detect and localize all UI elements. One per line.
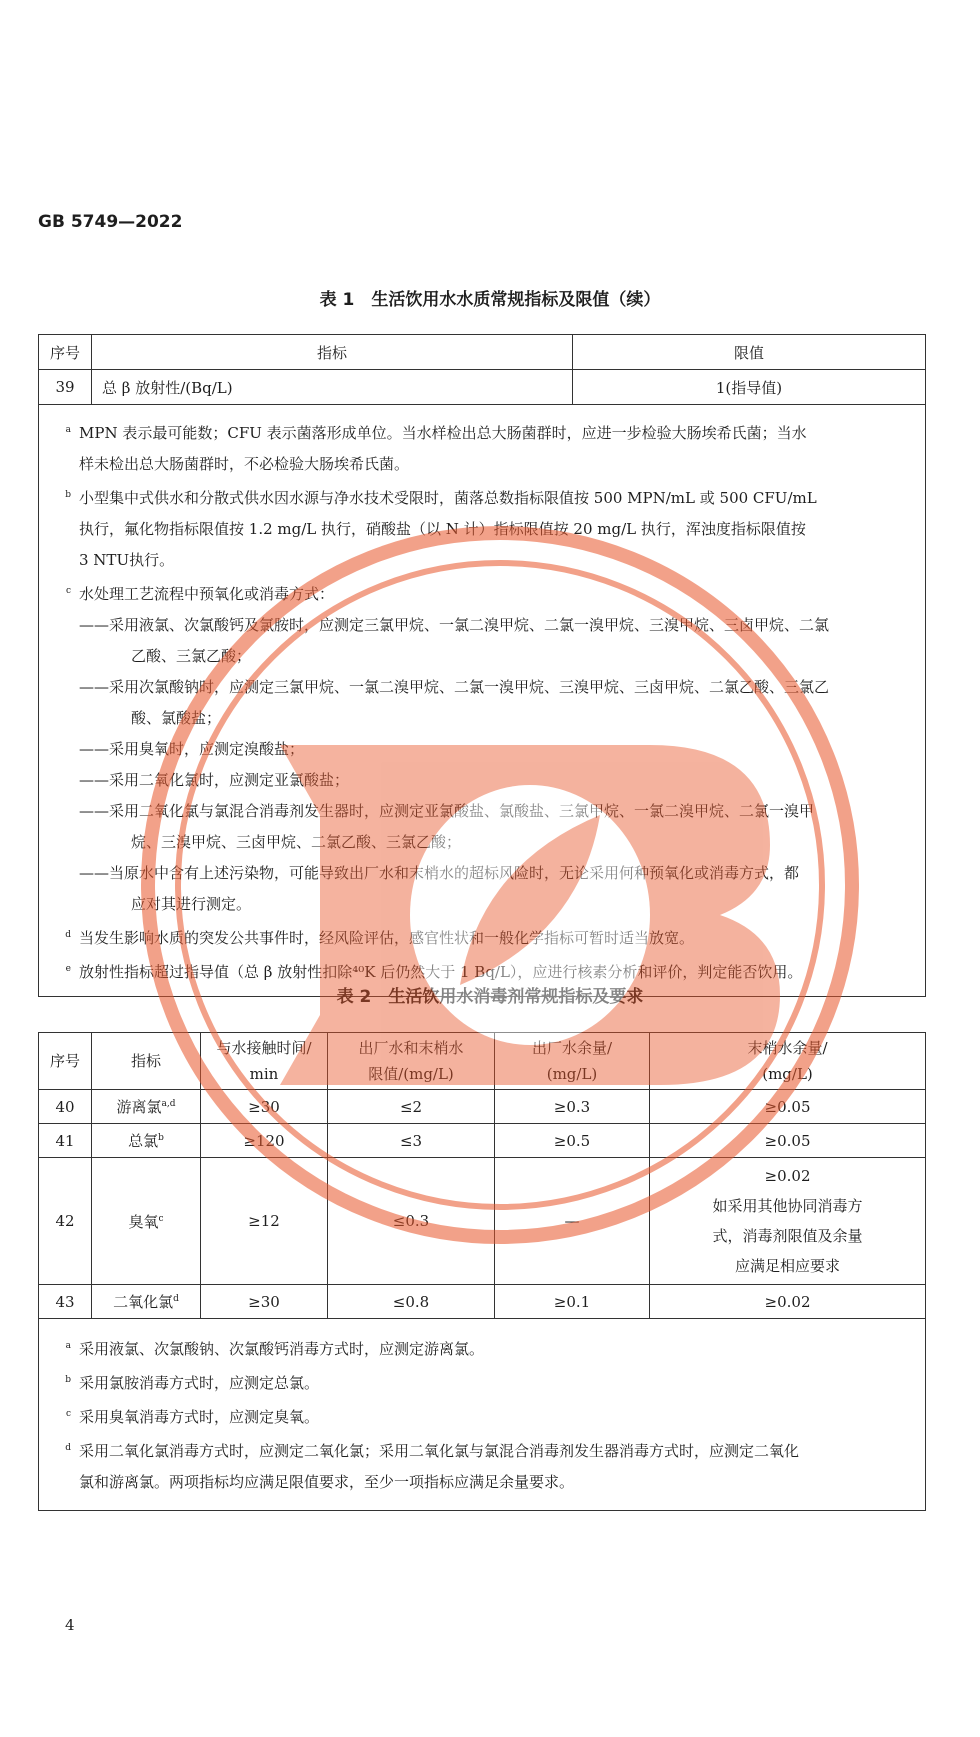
- table-row: [39, 370, 926, 405]
- table2-notes: [39, 1319, 926, 1511]
- row-contact: ≥30: [201, 1090, 328, 1124]
- col-no-header: 序号: [39, 1033, 92, 1090]
- row-no: 40: [39, 1090, 92, 1124]
- row-limit: ≤3: [328, 1124, 495, 1158]
- footnote-e: e 放射性指标超过指导值（总 β 放射性扣除⁴⁰K 后仍然大于 1 Bq/L），应进行核素分析和评价，判定能否饮用。: [65, 963, 803, 981]
- standard-code: GB 5749—2022: [38, 212, 183, 232]
- table1-header-row: [39, 335, 926, 370]
- footnote-d: d 当发生影响水质的突发公共事件时，经风险评估，感官性状和一般化学指标可暂时适当放宽。: [65, 929, 695, 947]
- row-tap: ≥0.02 如采用其他协同消毒方 式，消毒剂限值及余量 应满足相应要求: [650, 1158, 926, 1285]
- row-limit: 1(指导值): [573, 370, 926, 405]
- row-name: 二氧化氯$^d$: [92, 1285, 201, 1319]
- subnote: ——当原水中含有上述污染物，可能导致出厂水和末梢水的超标风险时，无论采用何种预氧化或消毒方式，都 应对其进行测定。: [79, 864, 800, 913]
- row-no: 41: [39, 1124, 92, 1158]
- subnote: ——采用二氧化氯与氯混合消毒剂发生器时，应测定亚氯酸盐、氯酸盐、三氯甲烷、一氯二溴甲烷、二氯一溴甲 烷、三溴甲烷、三卤甲烷、二氯乙酸、三氯乙酸；: [79, 802, 815, 851]
- subnote: ——采用液氯、次氯酸钙及氯胺时，应测定三氯甲烷、一氯二溴甲烷、二氯一溴甲烷、三溴甲烷、三卤甲烷、二氯 乙酸、三氯乙酸；: [79, 616, 830, 665]
- row-limit: ≤2: [328, 1090, 495, 1124]
- footnote-a: a 采用液氯、次氯酸钠、次氯酸钙消毒方式时，应测定游离氯。: [65, 1340, 485, 1358]
- table-row: [39, 1124, 926, 1158]
- row-tap: ≥0.02: [650, 1285, 926, 1319]
- table1-notes: [39, 405, 926, 997]
- row-contact: ≥120: [201, 1124, 328, 1158]
- table1-title: 表 1 生活饮用水水质常规指标及限值（续）: [319, 290, 661, 310]
- footnote-d: d 采用二氧化氯消毒方式时，应测定二氧化氯；采用二氧化氯与氯混合消毒剂发生器消毒方式时，应测定二氧化 氯和游离氯。两项指标均应满足限值要求，至少一项指标应满足余量要求。: [65, 1442, 800, 1491]
- row-plant: —: [495, 1158, 650, 1285]
- table-row: [39, 1158, 926, 1285]
- row-tap: ≥0.05: [650, 1124, 926, 1158]
- row-name: 游离氯$^{a,d}$: [92, 1090, 201, 1124]
- footnote-b: b 小型集中式供水和分散式供水因水源与净水技术受限时，菌落总数指标限值按 500 MPN/mL 或 500 CFU/mL 执行，氟化物指标限值按 1.2 mg/L 执行，硝酸盐（以 N 计）指标限值按 20 mg/L 执行，浑浊度指标限值按 3 NTU执行。: [65, 489, 817, 569]
- row-no: 39: [39, 370, 92, 405]
- table2: [38, 1032, 926, 1511]
- row-limit: ≤0.3: [328, 1158, 495, 1285]
- row-name: 臭氧$^c$: [92, 1158, 201, 1285]
- footnote-b: b 采用氯胺消毒方式时，应测定总氯。: [65, 1374, 320, 1392]
- col-plant-header: 出厂水余量/ (mg/L): [495, 1033, 650, 1090]
- footnote-a: a MPN 表示最可能数；CFU 表示菌落形成单位。当水样检出总大肠菌群时，应进一步检验大肠埃希氏菌；当水 样未检出总大肠菌群时，不必检验大肠埃希氏菌。: [65, 424, 807, 473]
- row-indicator: 总 β 放射性/(Bq/L): [92, 370, 573, 405]
- row-no: 42: [39, 1158, 92, 1285]
- table-row: [39, 1285, 926, 1319]
- row-plant: ≥0.5: [495, 1124, 650, 1158]
- row-tap: ≥0.05: [650, 1090, 926, 1124]
- row-contact: ≥30: [201, 1285, 328, 1319]
- table2-title: 表 2 生活饮用水消毒剂常规指标及要求: [336, 987, 644, 1007]
- row-limit: ≤0.8: [328, 1285, 495, 1319]
- col-limit-header: 限值: [573, 335, 926, 370]
- col-indicator-header: 指标: [92, 335, 573, 370]
- page-number: 4: [65, 1616, 75, 1634]
- col-tap-header: 末梢水余量/ (mg/L): [650, 1033, 926, 1090]
- row-contact: ≥12: [201, 1158, 328, 1285]
- subnote: ——采用次氯酸钠时，应测定三氯甲烷、一氯二溴甲烷、二氯一溴甲烷、三溴甲烷、三卤甲烷、二氯乙酸、三氯乙 酸、氯酸盐；: [79, 678, 830, 727]
- table2-header-row: [39, 1033, 926, 1090]
- row-plant: ≥0.3: [495, 1090, 650, 1124]
- row-plant: ≥0.1: [495, 1285, 650, 1319]
- col-contact-header: 与水接触时间/ min: [201, 1033, 328, 1090]
- row-no: 43: [39, 1285, 92, 1319]
- footnote-c: c 水处理工艺流程中预氧化或消毒方式：: [65, 585, 335, 603]
- col-name-header: 指标: [92, 1033, 201, 1090]
- footnote-c: c 采用臭氧消毒方式时，应测定臭氧。: [65, 1408, 320, 1426]
- col-limit-header: 出厂水和末梢水 限值/(mg/L): [328, 1033, 495, 1090]
- table1: [38, 334, 926, 997]
- subnote: ——采用臭氧时，应测定溴酸盐；: [79, 740, 305, 758]
- subnote: ——采用二氧化氯时，应测定亚氯酸盐；: [79, 771, 350, 789]
- table-row: [39, 1090, 926, 1124]
- row-name: 总氯$^b$: [92, 1124, 201, 1158]
- col-no-header: 序号: [39, 335, 92, 370]
